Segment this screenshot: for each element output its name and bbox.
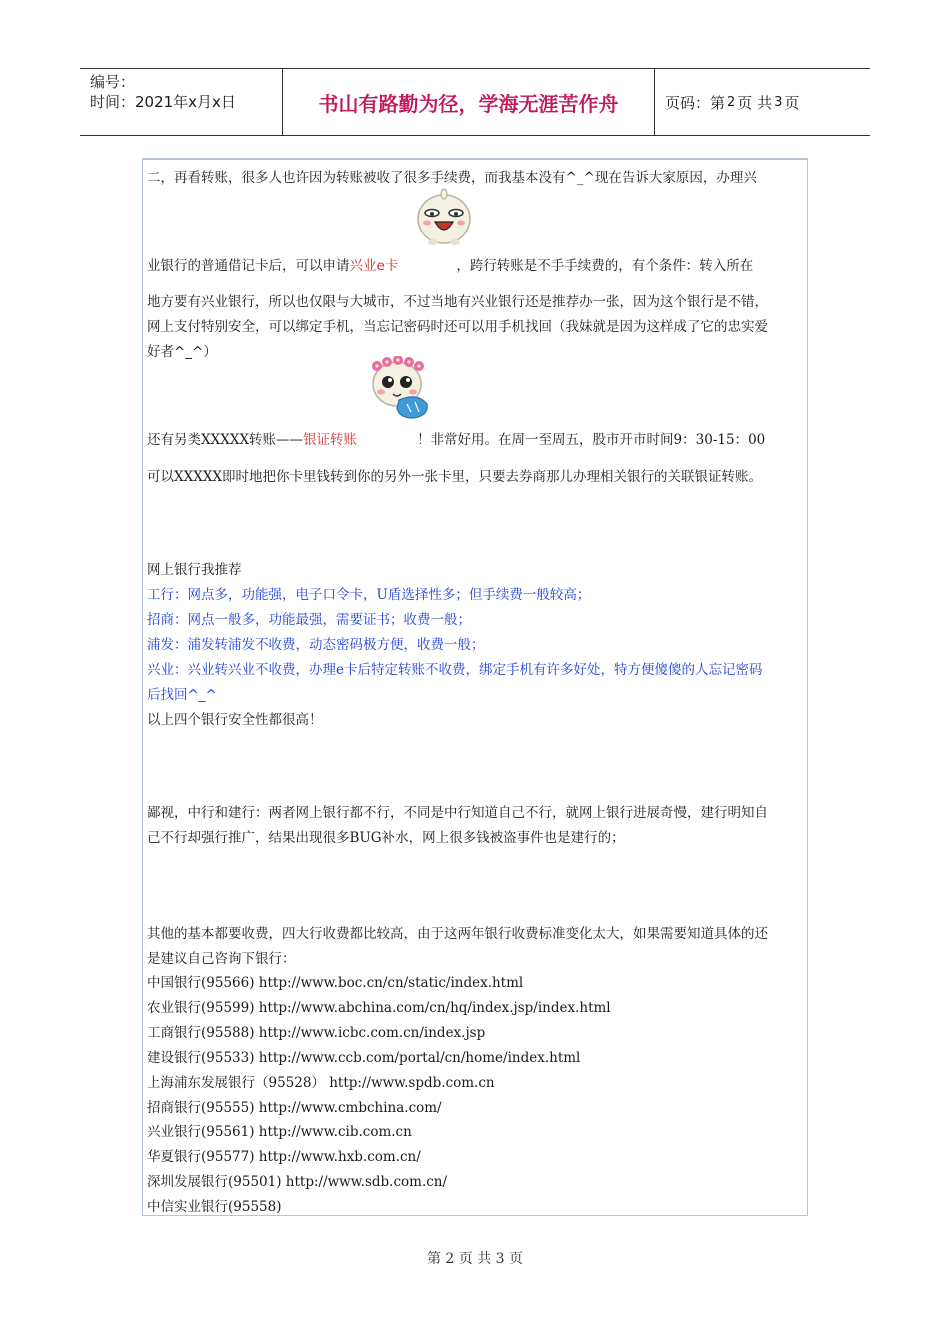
bank-cmb: 招商银行(95555) http://www.cmbchina.com/ [147,1100,442,1116]
para2-line1-post: ！非常好用。在周一至周五，股市开市时间9：30-15：00 [417,432,766,448]
laughing-face-icon [415,186,473,246]
para1-line2-post: ，跨行转账是不手手续费的，有个条件：转入所在 [456,258,754,274]
para1-line3: 地方要有兴业银行，所以也仅限与大城市，不过当地有兴业银行还是推荐办一张，因为这个银行是不错， [147,294,768,310]
header-motto: 书山有路勤为径，学海无涯苦作舟 [283,69,655,135]
bank-citic: 中信实业银行(95558) [147,1199,282,1215]
flower-crown-face-icon [369,356,433,420]
page-total: 3 [774,94,783,110]
yinzheng-transfer-link[interactable]: 银证转账 [303,432,358,448]
document-number-label: 编号： [90,73,136,91]
para2-line2: 可以XXXXX即时地把你卡里钱转到你的另外一张卡里，只要去券商那儿办理相关银行的关联银证转账。 [147,469,763,485]
criticism-line1: 鄙视，中行和建行：两者网上银行都不行，不同是中行知道自己不行，就网上银行进展奇慢，建行明知自 [147,805,768,821]
recommend-item-cib-cont: 后找回^_^ [147,687,217,703]
bank-hxb: 华夏银行(95577) http://www.hxb.com.cn/ [147,1149,421,1165]
para1-line2 [147,254,753,274]
recommend-title: 网上银行我推荐 [147,562,242,578]
para1-line4: 网上支付特别安全，可以绑定手机，当忘记密码时还可以用手机找回（我妹就是因为这样成了它的忠实爱 [147,319,768,335]
page-suffix: 页 [784,93,800,112]
page-middle: 页 共 [737,93,773,112]
bank-cib: 兴业银行(95561) http://www.cib.com.cn [147,1124,412,1140]
bank-spdb: 上海浦东发展银行（95528） http://www.spdb.com.cn [147,1075,495,1091]
page-prefix: 页码：第 [665,93,726,112]
para2-line1-pre: 还有另类XXXXX转账—— [147,432,304,448]
content-frame [142,158,808,1216]
document-date: 时间：2021年x月x日 [90,93,236,111]
others-line1: 其他的基本都要收费，四大行收费都比较高，由于这两年银行收费标准变化太大，如果需要知道具体的还 [147,926,768,942]
bank-sdb: 深圳发展银行(95501) http://www.sdb.com.cn/ [147,1174,448,1190]
para1-line1: 二，再看转账，很多人也许因为转账被收了很多手续费，而我基本没有^_^现在告诉大家原因，办理兴 [147,170,757,186]
bank-icbc: 工商银行(95588) http://www.icbc.com.cn/index.jsp [147,1025,486,1041]
header-meta [80,69,283,135]
para2-line1 [147,428,765,448]
page-current: 2 [727,94,736,110]
recommend-item-spdb: 浦发：浦发转浦发不收费，动态密码极方便，收费一般； [147,637,485,653]
recommend-summary: 以上四个银行安全性都很高！ [147,712,323,728]
xingye-ecard-link[interactable]: 兴业e卡 [349,258,399,274]
page-footer: 第 2 页 共 3 页 [426,1251,524,1267]
document-header [80,68,870,136]
bank-abc: 农业银行(95599) http://www.abchina.com/cn/hq/index.jsp/index.html [147,1000,611,1016]
others-line2: 是建议自己咨询下银行： [147,951,296,967]
bank-boc: 中国银行(95566) http://www.boc.cn/cn/static/index.html [147,975,524,991]
para1-line5: 好者^_^） [147,344,217,360]
bank-ccb: 建设银行(95533) http://www.ccb.com/portal/cn/home/index.html [147,1050,581,1066]
criticism-line2: 己不行却强行推广，结果出现很多BUG补水，网上很多钱被盗事件也是建行的； [147,830,625,846]
para1-line2-pre: 业银行的普通借记卡后，可以申请 [147,258,350,274]
recommend-item-cib: 兴业：兴业转兴业不收费，办理e卡后特定转账不收费，绑定手机有许多好处，特方便傻傻的人忘记密码 [147,662,763,678]
recommend-item-cmb: 招商：网点一般多，功能最强，需要证书；收费一般； [147,612,471,628]
header-page-indicator [655,69,870,135]
recommend-item-icbc: 工行：网点多，功能强，电子口令卡，U盾选择性多；但手续费一般较高； [147,587,591,603]
